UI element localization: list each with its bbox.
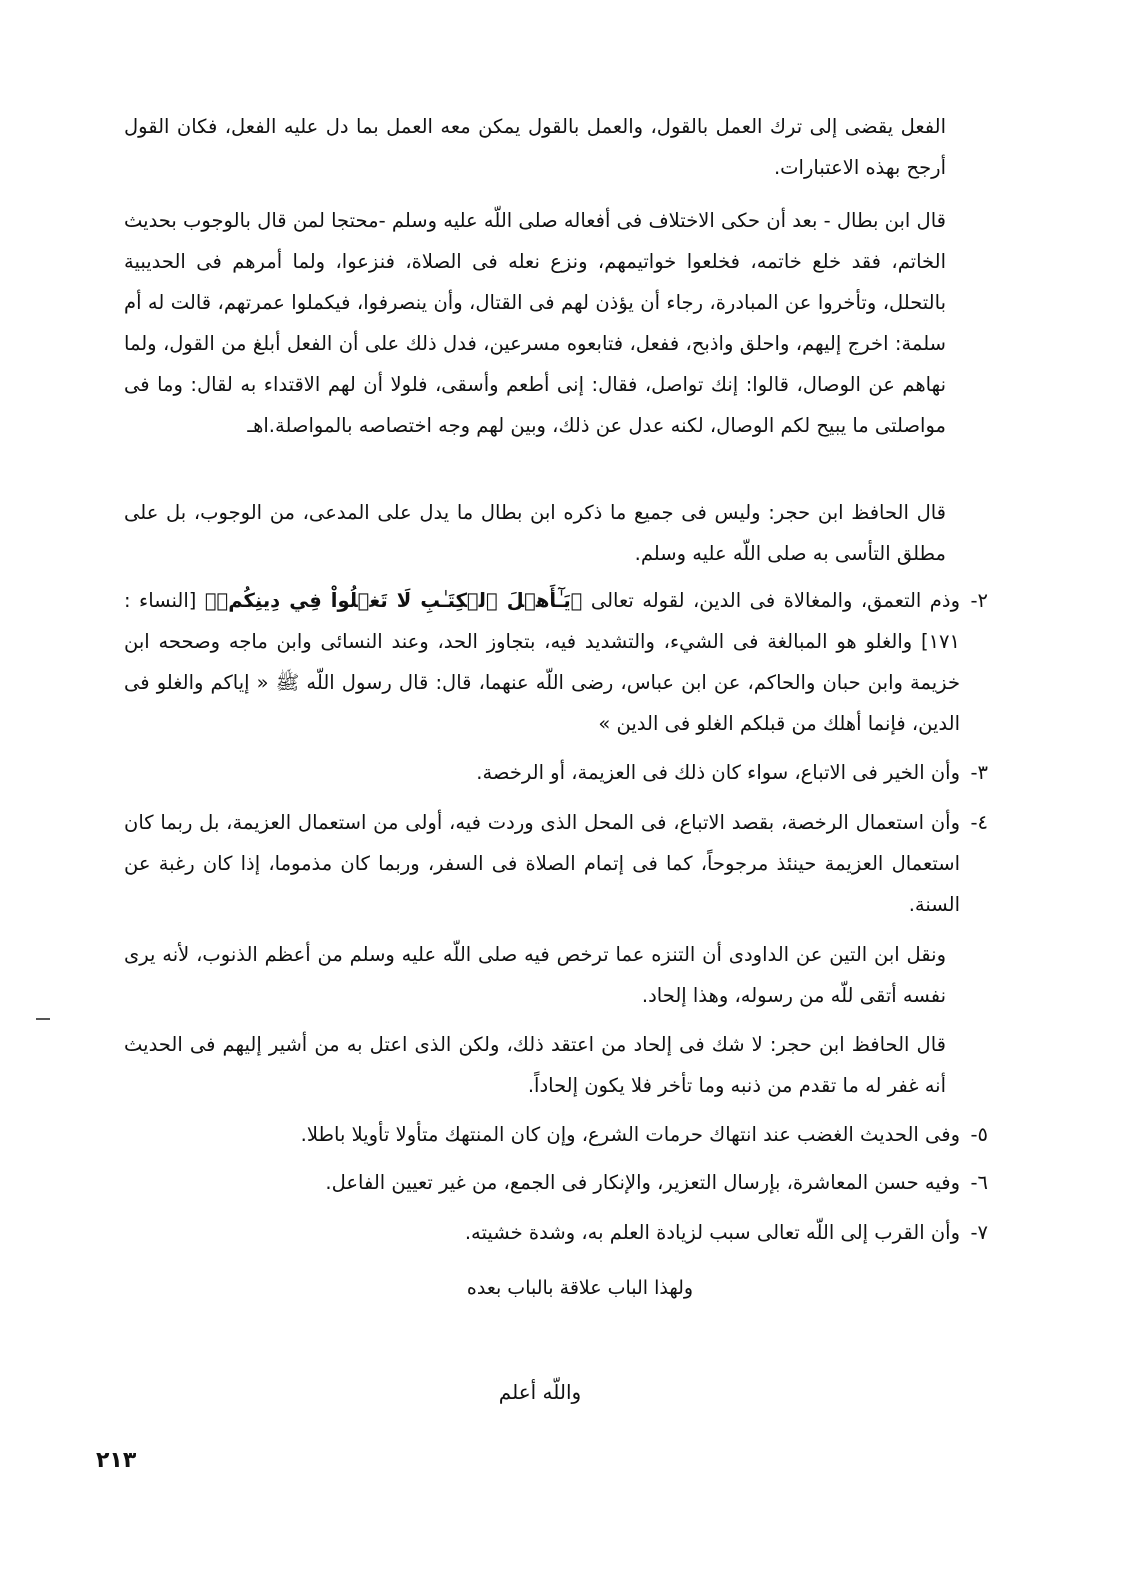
- closing-phrase: واللّه أعلم: [498, 1380, 582, 1404]
- list-item-6: [260, 1162, 988, 1203]
- paragraph-ibn-hajar-1: قال الحافظ ابن حجر: وليس فى جميع ما ذكره ابن بطال ما يدل على المدعى، من الوجوب، بل على مطلق التأسى به صلى اللّه عليه وسلم.: [124, 501, 946, 565]
- quran-verse: ﴿يَـٰٓأَهۡلَ ٱلۡكِتَـٰبِ لَا تَغۡلُواْ فِي دِينِكُمۡ﴾: [204, 589, 583, 612]
- item-text: وأن استعمال الرخصة، بقصد الاتباع، فى المحل الذى وردت فيه، أولى من استعمال العزيمة، بل ربما كان استعمال العزيمة حينئذ مرجوحاً، كما فى إتمام الصلاة فى السفر، وربما كان مذموما، إذا كان رغبة عن السنة.: [124, 811, 960, 916]
- paragraph-ibn-al-tin: ونقل ابن التين عن الداودى أن التنزه عما ترخص فيه صلى اللّه عليه وسلم من أعظم الذنوب، لأنه يرى نفسه أتقى للّه من رسوله، وهذا إلحاد.: [124, 943, 946, 1007]
- item-number: ٧-: [970, 1221, 988, 1244]
- paragraph-ibn-hajar-2: قال الحافظ ابن حجر: لا شك فى إلحاد من اعتقد ذلك، ولكن الذى اعتل به من أشير إليهم فى الحديث أنه غفر له ما تقدم من ذنبه وما تأخر فلا يكون إلحاداً.: [124, 1033, 946, 1097]
- item-number: ٦-: [970, 1171, 988, 1194]
- item-number: ٤-: [970, 811, 988, 834]
- list-item-7: [400, 1212, 988, 1253]
- page-number: ٢١٣: [96, 1448, 137, 1473]
- list-item-5: [200, 1114, 988, 1155]
- item-text: وفيه حسن المعاشرة، بإرسال التعزير، والإنكار فى الجمع، من غير تعيين الفاعل.: [325, 1171, 960, 1194]
- item-text-before: وذم التعمق، والمغالاة فى الدين، لقوله تعالى: [582, 589, 960, 612]
- item-number: ٢-: [970, 589, 988, 612]
- item-text: وفى الحديث الغضب عند انتهاك حرمات الشرع، وإن كان المنتهك متأولا تأويلا باطلا.: [300, 1123, 960, 1146]
- chapter-note: ولهذا الباب علاقة بالباب بعده: [466, 1277, 694, 1299]
- item-number: ٣-: [970, 761, 988, 784]
- item-text-after: [النساء : ١٧١] والغلو هو المبالغة فى الشيء، والتشديد فيه، بتجاوز الحد، وعند النسائى وابن ماجه وصححه ابن خزيمة وابن حبان والحاكم، عن ابن عباس، رضى اللّه عنهما، قال: قال رسول اللّه ﷺ « إياكم والغلو فى الدين، فإنما أهلك من قبلكم الغلو فى الدين »: [124, 589, 960, 735]
- item-number: ٥-: [970, 1123, 988, 1146]
- item-text: وأن الخير فى الاتباع، سواء كان ذلك فى العزيمة، أو الرخصة.: [476, 761, 960, 784]
- paragraph-conclusion: الفعل يقضى إلى ترك العمل بالقول، والعمل بالقول يمكن معه العمل بما دل عليه الفعل، فكان القول أرجح بهذه الاعتبارات.: [124, 115, 946, 179]
- list-item-4: [124, 802, 988, 925]
- paragraph-ibn-battal: قال ابن بطال - بعد أن حكى الاختلاف فى أفعاله صلى اللّه عليه وسلم -محتجا لمن قال بالوجوب بحديث الخاتم، فقد خلع خاتمه، فخلعوا خواتيمهم، ونزع نعله فى الصلاة، فنزعوا، ولما أمرهم فى الحديبية بالتحلل، وتأخروا عن المبادرة، رجاء أن يؤذن لهم فى القتال، وأن ينصرفوا، فيكملوا عمرتهم، قالت له أم سلمة: اخرج إليهم، واحلق واذبح، ففعل، فتابعوه مسرعين، فدل ذلك على أن الفعل أبلغ من القول، ولما نهاهم عن الوصال، قالوا: إنك تواصل، فقال: إنى أطعم وأسقى، فلولا أن لهم الاقتداء به لقال: وما فى مواصلتى ما يبيح لكم الوصال، لكنه عدل عن ذلك، وبين لهم وجه اختصاصه بالمواصلة.اهـ: [124, 209, 946, 437]
- item-text: [124, 580, 960, 744]
- list-item-2: [124, 580, 988, 744]
- item-text: وأن القرب إلى اللّه تعالى سبب لزيادة العلم به، وشدة خشيته.: [464, 1221, 960, 1244]
- scan-speck-decoration: [36, 1018, 50, 1020]
- list-item-3: [124, 752, 988, 793]
